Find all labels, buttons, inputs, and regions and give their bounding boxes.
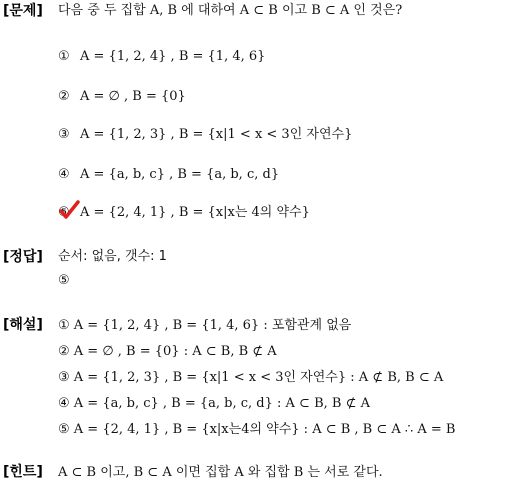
explanation-line: ⑤ A = {2, 4, 1} , B = {x|x는4의 약수} : A ⊂ B , B ⊂ A ∴ A = B <box>58 422 456 437</box>
question-label: [문제] <box>3 3 43 19</box>
choice-text: A = {1, 2, 3} , B = {x|1 < x < 3인 자연수} <box>80 127 353 142</box>
choice-text: A = {a, b, c} , B = {a, b, c, d} <box>80 167 280 182</box>
explanation-line: ④ A = {a, b, c} , B = {a, b, c, d} : A ⊂ B, B ⊄ A <box>58 396 370 411</box>
choice-3[interactable] <box>58 126 352 144</box>
choice-1[interactable] <box>58 48 265 66</box>
choice-5[interactable] <box>58 204 310 222</box>
choice-text: A = ∅ , B = {0} <box>80 89 186 104</box>
choice-text: A = {1, 2, 4} , B = {1, 4, 6} <box>80 49 266 64</box>
explanation-line: ② A = ∅ , B = {0} : A ⊂ B, B ⊄ A <box>58 344 277 359</box>
question-text: 다음 중 두 집합 A, B 에 대하여 A ⊂ B 이고 B ⊂ A 인 것은? <box>58 3 403 18</box>
checkmark-icon <box>58 199 80 221</box>
hint-text: A ⊂ B 이고, B ⊂ A 이면 집합 A 와 집합 B 는 서로 같다. <box>58 465 383 480</box>
answer-label: [정답] <box>3 249 43 265</box>
choice-number: ④ <box>58 167 70 182</box>
choice-text: A = {2, 4, 1} , B = {x|x는 4의 약수} <box>80 205 310 220</box>
choice-4[interactable] <box>58 166 279 184</box>
explanation-label: [해설] <box>3 317 43 333</box>
hint-label: [힌트] <box>3 464 43 480</box>
explanation-line: ③ A = {1, 2, 3} , B = {x|1 < x < 3인 자연수} : A ⊄ B, B ⊂ A <box>58 370 444 385</box>
answer-value: ⑤ <box>58 273 70 288</box>
choice-number: ⑤ <box>58 205 70 220</box>
choice-number: ② <box>58 89 70 104</box>
explanation-line: ① A = {1, 2, 4} , B = {1, 4, 6} : 포함관계 없음 <box>58 318 352 333</box>
choice-2[interactable] <box>58 88 186 106</box>
choice-number: ① <box>58 49 70 64</box>
answer-order-count: 순서: 없음, 갯수: 1 <box>58 249 167 264</box>
choice-number: ③ <box>58 127 70 142</box>
